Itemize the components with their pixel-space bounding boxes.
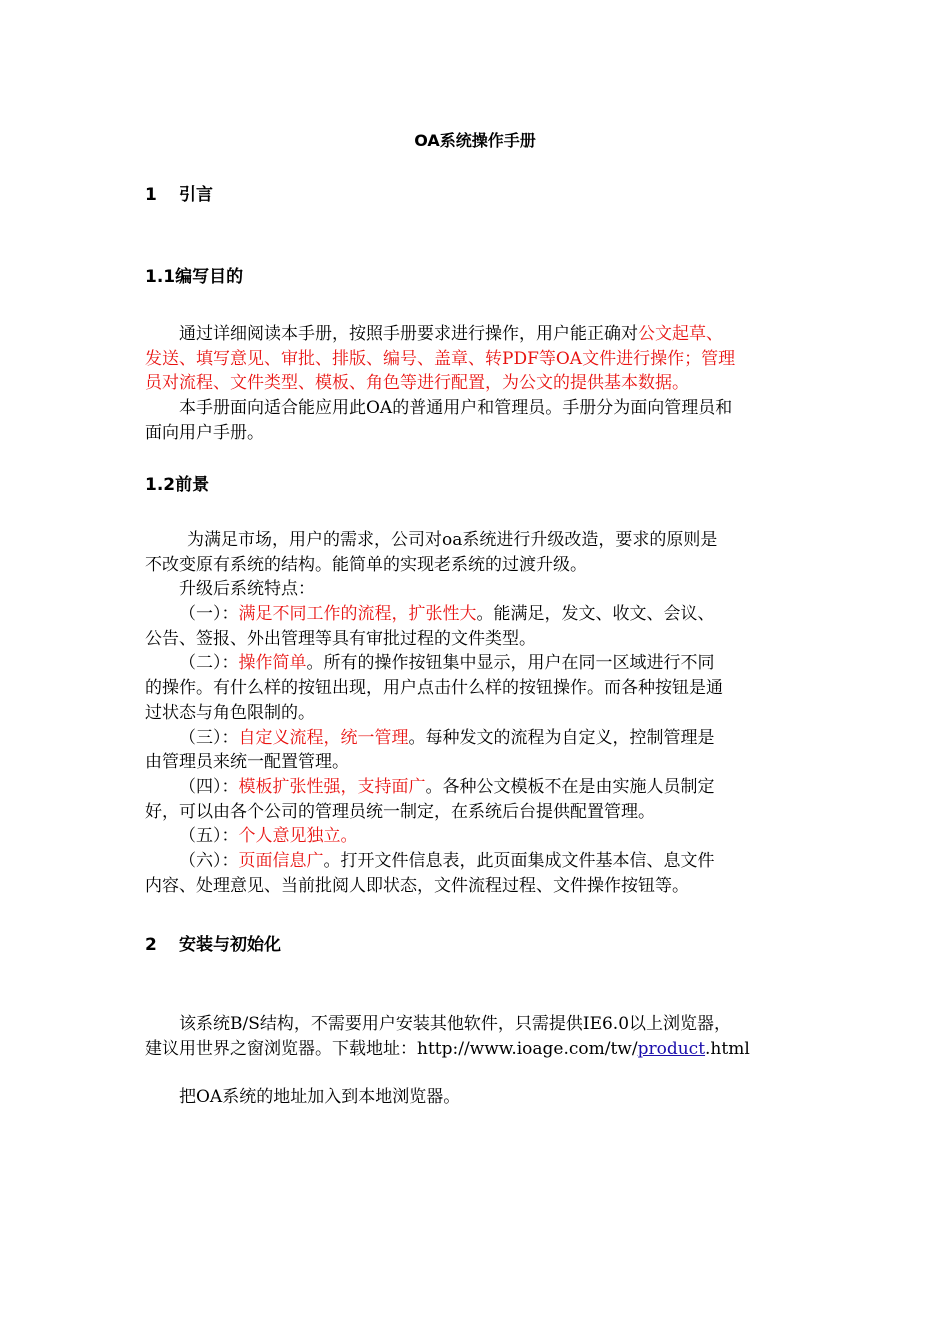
paragraph-purpose (145, 322, 807, 445)
text-line: 的操作。有什么样的按钮出现，用户点击什么样的按钮操作。而各种按钮是通 (145, 678, 723, 699)
feature-label: （三）： (179, 727, 239, 748)
section-heading-1-1: 1.1编写目的 (145, 267, 244, 287)
text-line: 好，可以由各个公司的管理员统一制定，在系统后台提供配置管理。 (145, 801, 655, 822)
paragraph-install (145, 1012, 807, 1061)
emphasis-text: 个人意见独立。 (238, 826, 358, 847)
feature-label: （五）： (179, 826, 239, 847)
feature-item-5 (145, 824, 807, 849)
text-line: 内容、处理意见、当前批阅人即状态，文件流程过程、文件操作按钮等。 (145, 875, 689, 896)
section-number: 1 (145, 185, 157, 205)
feature-item-6 (145, 849, 807, 874)
feature-label: （六）： (179, 850, 239, 871)
text-line: 公告、签报、外出管理等具有审批过程的文件类型。 (145, 628, 536, 649)
text-line: 本手册面向适合能应用此OA的普通用户和管理员。手册分为面向管理员和 (179, 398, 733, 419)
section-title: 安装与初始化 (179, 935, 281, 955)
emphasis-text: 公文起草、 (638, 324, 723, 344)
text-line: 该系统B/S结构，不需要用户安装其他软件，只需提供IE6.0以上浏览器， (179, 1014, 732, 1034)
feature-label: （四）： (179, 776, 239, 797)
feature-item-2 (145, 651, 807, 676)
text-line: 为满足市场，用户的需求，公司对oa系统进行升级改造，要求的原则是 (187, 530, 718, 550)
section-heading-1-2: 1.2前景 (145, 475, 210, 495)
text-run: 。所有的操作按钮集中显示，用户在同一区域进行不同 (306, 653, 715, 674)
feature-item-4 (145, 775, 807, 800)
section-heading-1 (145, 180, 213, 205)
section-title: 引言 (179, 185, 213, 205)
document-title: OA系统操作手册 (414, 131, 536, 150)
emphasis-text: 员对流程、文件类型、模板、角色等进行配置，为公文的提供基本数据。 (145, 373, 689, 394)
feature-item-1 (145, 602, 807, 627)
section-heading-2 (145, 930, 281, 955)
text-line: 面向用户手册。 (145, 422, 264, 443)
emphasis-text: OA文件进行操作；管理 (555, 348, 736, 369)
feature-label: （二）： (179, 653, 239, 674)
text-line (145, 347, 807, 372)
emphasis-text: 自定义流程，统一管理 (238, 727, 409, 748)
text-line (145, 322, 807, 347)
text-run: 。打开文件信息表，此页面集成文件基本信、息文件 (323, 850, 715, 871)
text-run: 通过详细阅读本手册，按照手册要求进行操作，用户能正确对 (179, 324, 638, 344)
text-run: 。能满足，发文、收文、会议、 (476, 604, 715, 625)
text-line (145, 1037, 807, 1062)
text-line: 把OA系统的地址加入到本地浏览器。 (179, 1087, 461, 1107)
text-run: .html (705, 1038, 750, 1059)
emphasis-text: 操作简单 (238, 653, 307, 674)
emphasis-text: 页面信息广 (238, 850, 324, 871)
paragraph-setup (145, 1085, 807, 1110)
text-run: 建议用世界之窗浏览器。下载地址：http://www.ioage.com/tw/ (145, 1038, 638, 1059)
download-link[interactable]: product (637, 1038, 706, 1059)
text-run: 。每种发文的流程为自定义，控制管理是 (408, 727, 715, 748)
feature-item-3 (145, 726, 807, 751)
emphasis-text: 模板扩张性强，支持面广 (238, 776, 426, 797)
text-run: 。各种公文模板不在是由实施人员制定 (425, 776, 715, 797)
text-line: 不改变原有系统的结构。能简单的实现老系统的过渡升级。 (145, 554, 587, 575)
emphasis-text: 满足不同工作的流程，扩张性大 (238, 604, 477, 625)
section-number: 2 (145, 935, 157, 955)
text-line: 过状态与角色限制的。 (145, 702, 315, 723)
feature-label: （一）： (179, 604, 239, 625)
paragraph-background (145, 528, 807, 898)
text-line: 升级后系统特点： (179, 579, 315, 600)
text-line: 由管理员来统一配置管理。 (145, 752, 349, 773)
emphasis-text: 发送、填写意见、审批、排版、编号、盖章、转PDF等 (145, 348, 556, 369)
